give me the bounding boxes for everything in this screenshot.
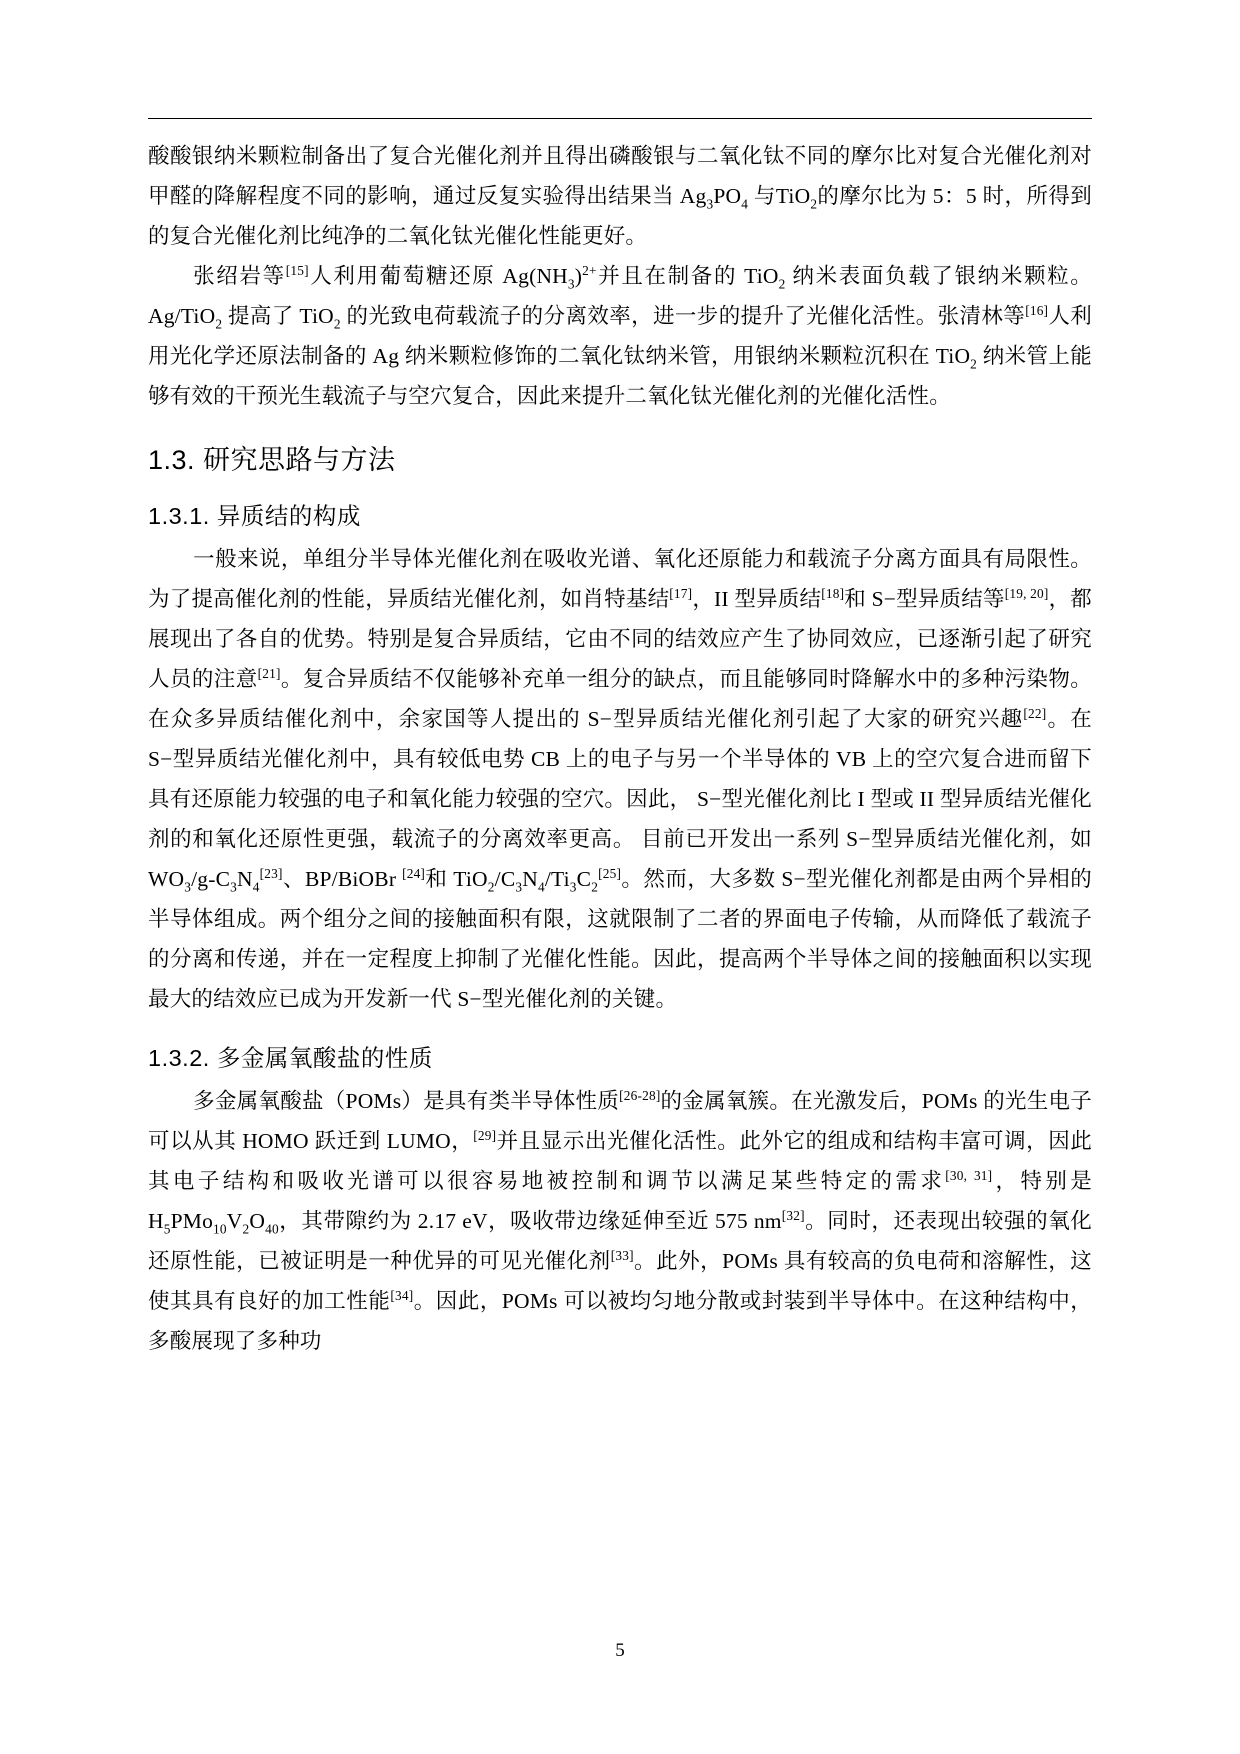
- subscript-n4b: 4: [537, 879, 545, 895]
- paragraph-2: [148, 256, 1092, 416]
- citation-16: [16]: [1025, 302, 1049, 318]
- subscript-c3: 3: [230, 879, 238, 895]
- paragraph-2-paren: ): [574, 264, 583, 288]
- subscript-c2: 2: [591, 879, 599, 895]
- paragraph-3-text-d: ，都展现出了各自的优势。特别是复合异质结，它由不同的结效应产生了协同效应，已逐渐引起了研究人员的注意: [148, 587, 1092, 691]
- formula-n: N: [237, 867, 253, 891]
- citation-34: [34]: [390, 1287, 414, 1303]
- paragraph-1: [148, 136, 1092, 256]
- citation-19-20: [19, 20]: [1004, 585, 1049, 601]
- formula-n-b: N: [522, 867, 538, 891]
- paragraph-3-text-h: 和 TiO: [425, 867, 488, 891]
- paragraph-4-text-f: 。同时，还表现出较强的氧化还原性能，已被证明是一种优异的可见光催化剂: [148, 1209, 1092, 1273]
- citation-17: [17]: [669, 585, 693, 601]
- paragraph-3-text-c: 和 S−型异质结等: [844, 587, 1005, 611]
- page-number: 5: [615, 1640, 625, 1661]
- subscript-ti3: 3: [569, 879, 577, 895]
- paragraph-2-text-h: 纳米管上能够有效的干预光生载流子与空穴复合，因此来提升二氧化钛光催化剂的光催化活性。: [148, 344, 1092, 408]
- subscript-2b: 2: [778, 276, 786, 292]
- formula-o: O: [249, 1209, 266, 1233]
- citation-23: [23]: [259, 865, 283, 881]
- formula-tio: TiO: [775, 184, 811, 208]
- formula-po: PO: [713, 184, 742, 208]
- subscript-c3b: 3: [515, 879, 523, 895]
- paragraph-4-text-c: 并且显示出光催化活性。此外它的组成和结构丰富可调，因此其电子结构和吸收光谱可以很容易地被控制和调节以满足某些特定的需求: [148, 1129, 1092, 1193]
- citation-21: [21]: [257, 665, 281, 681]
- subsection-heading-1-3-1: 1.3.1. 异质结的构成: [148, 503, 361, 529]
- formula-pmo: PMo: [170, 1209, 214, 1233]
- subscript-3: 3: [706, 196, 714, 212]
- citation-18: [18]: [821, 585, 845, 601]
- citation-26-28: [26-28]: [619, 1087, 661, 1103]
- citation-30-31: [30, 31]: [945, 1167, 993, 1183]
- paragraph-4-text-d: ，特别是 H: [148, 1169, 1092, 1233]
- paragraph-2-text-g: 人利用光化学还原法制备的 Ag 纳米颗粒修饰的二氧化钛纳米管，用银纳米颗粒沉积在 TiO: [148, 304, 1092, 368]
- paragraph-3-text-g: 、BP/BiOBr: [282, 867, 403, 891]
- subscript-wo3: 3: [184, 879, 192, 895]
- paragraph-4-text-g: 。此外，POMs 具有较高的负电荷和溶解性，这使其具有良好的加工性能: [148, 1249, 1092, 1313]
- formula-c-b: C: [576, 867, 592, 891]
- paragraph-3-text-b: ，II 型异质结: [692, 587, 822, 611]
- paragraph-2-text-c: 并且在制备的 TiO: [596, 264, 779, 288]
- formula-gc: /g-C: [191, 867, 231, 891]
- section-heading-1-3: 1.3. 研究思路与方法: [148, 445, 396, 475]
- paragraph-1-text-b: 复合光催化剂对甲醛的降解程度不同的影响，通过反复实验得出结果当 Ag: [148, 144, 1092, 208]
- subscript-2e: 2: [970, 356, 978, 372]
- paragraph-1-text-a: 酸酸银纳米颗粒制备出了复合光催化剂并且得出磷酸银与二氧化钛不同的摩尔比对: [148, 144, 939, 168]
- subsection-heading-1-3-2: 1.3.2. 多金属氧酸盐的性质: [148, 1045, 433, 1071]
- paragraph-1-text-c: 与: [748, 184, 776, 208]
- citation-32: [32]: [781, 1207, 805, 1223]
- paragraph-4-text-h: 。因此，POMs 可以被均匀地分散或封装到半导体中。在这种结构中，多酸展现了多种功: [148, 1289, 1092, 1353]
- paragraph-4-text-e: ，其带隙约为 2.17 eV，吸收带边缘延伸至近 575 nm: [278, 1209, 782, 1233]
- formula-c: /C: [494, 867, 516, 891]
- subscript-v2: 2: [242, 1221, 250, 1237]
- subscript-3b: 3: [567, 276, 575, 292]
- subscript-10: 10: [213, 1221, 227, 1237]
- subscript-h5: 5: [163, 1221, 171, 1237]
- subscript-n4: 4: [252, 879, 260, 895]
- superscript-2plus: 2+: [582, 262, 597, 278]
- paragraph-3-text-i: 。然而，大多数 S−型光催化剂都是由两个异相的半导体组成。两个组分之间的接触面积有限，这就限制了二者的界面电子传输，从而降低了载流子的分离和传递，并在一定程度上抑制了光催化性能。因此，提高两个半导体之间的接触面积以实现最大的结效应已成为开发新一代 S−型光催化剂的关键。: [148, 867, 1092, 1011]
- citation-15: [15]: [285, 262, 309, 278]
- paragraph-1-text-d: 的摩尔比为 5：5 时，所得到的复合光催化剂比纯净的二氧化钛光催化性能更好。: [148, 184, 1092, 248]
- formula-ti: /Ti: [544, 867, 570, 891]
- subscript-2d: 2: [333, 316, 341, 332]
- citation-24: [24]: [402, 865, 426, 881]
- subscript-4: 4: [741, 196, 749, 212]
- paragraph-3: [148, 539, 1092, 1019]
- citation-22: [22]: [1023, 705, 1047, 721]
- paragraph-2-text-d: 纳米表面负载了银纳米颗粒。Ag/TiO: [148, 264, 1092, 328]
- paragraph-2-text-a: 张绍岩等: [193, 264, 286, 288]
- paragraph-4-text-b: 的金属氧簇。在光激发后，POMs 的光生电子可以从其 HOMO 跃迁到 LUMO，: [148, 1089, 1092, 1153]
- document-body: [148, 136, 1092, 1361]
- subscript-40: 40: [265, 1221, 279, 1237]
- subscript-2: 2: [810, 196, 818, 212]
- paragraph-3-text-a: 一般来说，单组分半导体光催化剂在吸收光谱、氧化还原能力和载流子分离方面具有局限性。为了提高催化剂的性能，异质结光催化剂，如肖特基结: [148, 547, 1092, 611]
- paragraph-2-text-f: 的光致电荷载流子的分离效率，进一步的提升了光催化活性。张清林等: [340, 304, 1026, 328]
- formula-v: V: [226, 1209, 243, 1233]
- header-divider: [148, 118, 1092, 119]
- paragraph-3-text-f: 。在 S−型异质结光催化剂中，具有较低电势 CB 上的电子与另一个半导体的 VB 上的空穴复合进而留下具有还原能力较强的电子和氧化能力较强的空穴。因此， S−型光催化剂比 I 型或 II 型异质结光催化剂的和氧化还原性更强，载流子的分离效率更高。 目前已开发出一系列 S−型异质结光催化剂，如 WO: [148, 707, 1092, 891]
- subscript-2c: 2: [215, 316, 223, 332]
- citation-25: [25]: [598, 865, 622, 881]
- paragraph-2-text-e: 提高了 TiO: [222, 304, 334, 328]
- paragraph-4: [148, 1081, 1092, 1361]
- paragraph-3-text-e: 。复合异质结不仅能够补充单一组分的缺点，而且能够同时降解水中的多种污染物。在众多异质结催化剂中，余家国等人提出的 S−型异质结光催化剂引起了大家的研究兴趣: [148, 667, 1092, 731]
- citation-29: [29]: [473, 1127, 497, 1143]
- citation-33: [33]: [610, 1247, 634, 1263]
- paragraph-2-text-b: 人利用葡萄糖还原 Ag(NH: [308, 264, 568, 288]
- subscript-tio2: 2: [487, 879, 495, 895]
- paragraph-4-text-a: 多金属氧酸盐（POMs）是具有类半导体性质: [193, 1089, 620, 1113]
